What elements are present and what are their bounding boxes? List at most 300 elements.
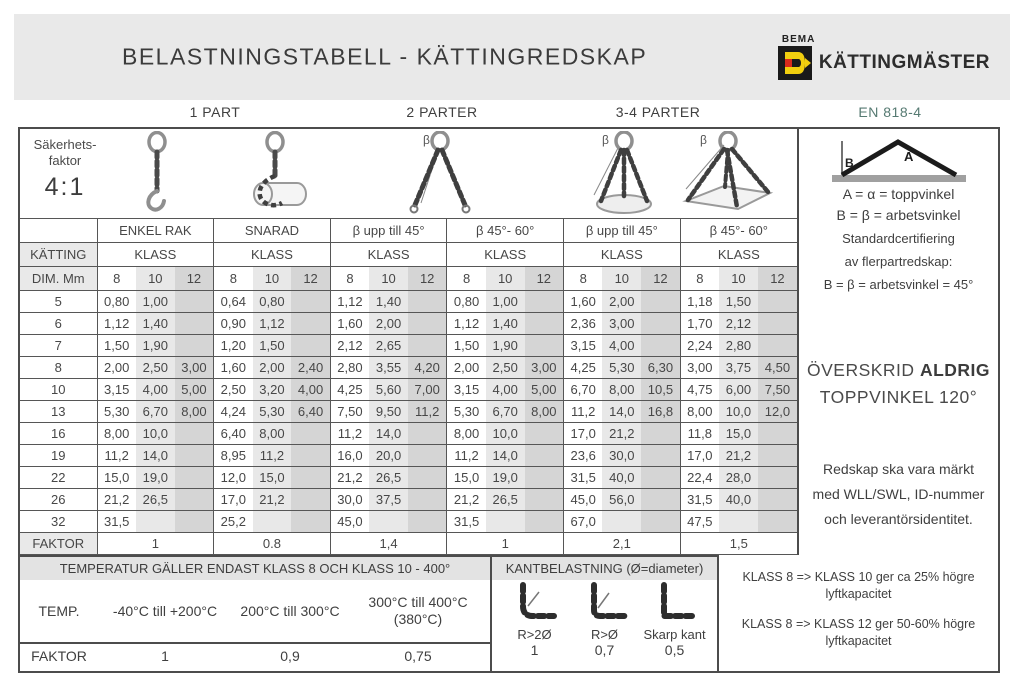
klass-col-header: 12: [175, 267, 214, 291]
table-row: [20, 291, 797, 313]
wll-value-cell: 2,65: [369, 335, 408, 357]
wll-value-cell: [758, 291, 797, 313]
wll-value-cell: 7,50: [758, 379, 797, 401]
wll-value-cell: [291, 489, 330, 511]
klass-label: KLASS: [214, 243, 331, 267]
klass-col-header: 8: [680, 267, 719, 291]
label-1-part: 1 PART: [189, 104, 241, 120]
wll-value-cell: 25,2: [214, 511, 253, 533]
group-header-enkel-rak: ENKEL RAK: [97, 219, 214, 243]
wll-value-cell: 47,5: [680, 511, 719, 533]
temp-range-1: -40°C till +200°C: [112, 603, 218, 619]
wll-value-cell: 19,0: [486, 467, 525, 489]
two-leg-sling-icon: [395, 131, 485, 217]
safety-factor: Säkerhets- faktor 4:1: [24, 137, 106, 202]
wll-value-cell: 15,0: [97, 467, 136, 489]
edge-loading-title: KANTBELASTNING (Ø=diameter): [492, 557, 717, 580]
faktor-value: 0.8: [214, 533, 331, 555]
wll-value-cell: 6,40: [214, 423, 253, 445]
logo-name-text: KÄTTINGMÄSTER: [818, 52, 990, 73]
wll-value-cell: [136, 511, 175, 533]
wll-value-cell: 2,40: [291, 357, 330, 379]
klass-header-row: [20, 243, 797, 267]
wll-value-cell: 2,50: [486, 357, 525, 379]
wll-value-cell: [525, 423, 564, 445]
wll-value-cell: [408, 489, 447, 511]
wll-value-cell: [175, 423, 214, 445]
katting-label: KÄTTING: [20, 243, 97, 267]
wll-value-cell: [408, 423, 447, 445]
wll-value-cell: 1,60: [330, 313, 369, 335]
chain-dim-cell: 32: [20, 511, 97, 533]
wll-value-cell: 1,50: [719, 291, 758, 313]
angle-legend: A = α = toppvinkel B = β = arbetsvinkel: [836, 186, 961, 223]
wll-value-cell: 5,00: [175, 379, 214, 401]
wll-value-cell: 1,40: [136, 313, 175, 335]
wll-value-cell: [175, 445, 214, 467]
wll-value-cell: 10,0: [486, 423, 525, 445]
wll-value-cell: 4,25: [564, 357, 603, 379]
wll-value-cell: [175, 489, 214, 511]
wll-value-cell: 11,8: [680, 423, 719, 445]
table-row: [20, 423, 797, 445]
edge-radius-1d-icon: [582, 582, 628, 622]
faktor-value: 1: [97, 533, 214, 555]
wll-value-cell: 1,12: [447, 313, 486, 335]
wll-value-cell: [291, 291, 330, 313]
beta-angle-label: β: [602, 133, 609, 147]
wll-value-cell: [758, 423, 797, 445]
wll-value-cell: 2,00: [447, 357, 486, 379]
wll-value-cell: 22,4: [680, 467, 719, 489]
wll-value-cell: [408, 313, 447, 335]
wll-value-cell: [291, 335, 330, 357]
table-row: [20, 335, 797, 357]
wll-value-cell: 4,24: [214, 401, 253, 423]
faktor-label: FAKTOR: [20, 533, 97, 555]
label-2-parter: 2 PARTER: [406, 104, 478, 120]
wll-value-cell: 4,20: [408, 357, 447, 379]
logo-brand-text: BEMA: [781, 34, 816, 45]
load-table: [20, 218, 797, 555]
wll-value-cell: 37,5: [369, 489, 408, 511]
klass-col-header: 10: [136, 267, 175, 291]
klass-col-header: 10: [369, 267, 408, 291]
wll-value-cell: 14,0: [486, 445, 525, 467]
beta-angle-label: β: [423, 133, 430, 147]
wll-value-cell: 6,70: [136, 401, 175, 423]
wll-value-cell: 1,70: [680, 313, 719, 335]
group-header-snarad: SNARAD: [214, 219, 331, 243]
wll-value-cell: 1,50: [447, 335, 486, 357]
temperature-table: [20, 555, 492, 671]
wll-value-cell: [758, 489, 797, 511]
chain-dim-cell: 7: [20, 335, 97, 357]
klass-12-note: KLASS 8 => KLASS 12 ger 50-60% högre lyftkapacitet: [741, 617, 976, 648]
wll-value-cell: [758, 445, 797, 467]
page-title: BELASTNINGSTABELL - KÄTTINGREDSKAP: [122, 43, 648, 70]
table-row: [20, 401, 797, 423]
wll-value-cell: 8,00: [447, 423, 486, 445]
wll-value-cell: 3,75: [719, 357, 758, 379]
wll-value-cell: 10,0: [136, 423, 175, 445]
wll-value-cell: 1,18: [680, 291, 719, 313]
wll-value-cell: 2,12: [330, 335, 369, 357]
right-info-panel: [797, 129, 998, 555]
wll-value-cell: 8,00: [253, 423, 292, 445]
wll-value-cell: [408, 335, 447, 357]
wll-value-cell: 1,60: [214, 357, 253, 379]
wll-value-cell: [758, 335, 797, 357]
wll-value-cell: [175, 291, 214, 313]
edge-item-rd: R>Ø 0,7: [570, 582, 639, 659]
label-standard-en-818-4: EN 818-4: [858, 104, 922, 120]
klass-col-header: 10: [253, 267, 292, 291]
three-leg-sling-icon: [573, 131, 670, 217]
wll-value-cell: 21,2: [719, 445, 758, 467]
four-leg-sling-icon: [670, 131, 786, 217]
wll-value-cell: 2,50: [214, 379, 253, 401]
wll-value-cell: 26,5: [369, 467, 408, 489]
wll-value-cell: 8,00: [97, 423, 136, 445]
wll-value-cell: [641, 467, 680, 489]
wll-value-cell: 12,0: [758, 401, 797, 423]
group-header-row: [20, 219, 797, 243]
main-table-box: [18, 127, 1000, 673]
wll-value-cell: 40,0: [719, 489, 758, 511]
wll-value-cell: [291, 313, 330, 335]
company-logo: [778, 34, 990, 80]
wll-value-cell: [758, 467, 797, 489]
wll-value-cell: 2,00: [602, 291, 641, 313]
wll-value-cell: 67,0: [564, 511, 603, 533]
angle-b-label: B: [844, 156, 854, 170]
wll-value-cell: [525, 489, 564, 511]
wll-value-cell: [408, 467, 447, 489]
wll-value-cell: 1,20: [214, 335, 253, 357]
edge-item-r2d: R>2Ø 1: [500, 582, 569, 659]
klass-col-header: 8: [447, 267, 486, 291]
wll-value-cell: 10,0: [719, 401, 758, 423]
wll-value-cell: 4,00: [486, 379, 525, 401]
wll-value-cell: 2,24: [680, 335, 719, 357]
group-header-34p-45-60: β 45°- 60°: [680, 219, 797, 243]
wll-value-cell: 10,5: [641, 379, 680, 401]
wll-value-cell: 4,00: [136, 379, 175, 401]
wll-value-cell: 45,0: [564, 489, 603, 511]
klass-label: KLASS: [330, 243, 447, 267]
wll-value-cell: [175, 313, 214, 335]
wll-value-cell: [719, 511, 758, 533]
klass-label: KLASS: [447, 243, 564, 267]
wll-value-cell: 23,6: [564, 445, 603, 467]
wll-value-cell: 7,50: [330, 401, 369, 423]
klass-col-header: 10: [719, 267, 758, 291]
wll-value-cell: [525, 445, 564, 467]
wll-value-cell: 5,00: [525, 379, 564, 401]
wll-value-cell: [291, 423, 330, 445]
temp-range-3: 300°C till 400°C (380°C): [368, 594, 468, 627]
wll-value-cell: 2,80: [330, 357, 369, 379]
wll-value-cell: 3,20: [253, 379, 292, 401]
wll-value-cell: 26,5: [136, 489, 175, 511]
wll-value-cell: 11,2: [253, 445, 292, 467]
klass-label: KLASS: [680, 243, 797, 267]
table-row: [20, 511, 797, 533]
wll-value-cell: 4,50: [758, 357, 797, 379]
wll-value-cell: 3,00: [680, 357, 719, 379]
edge-loading-box: [492, 555, 719, 671]
single-leg-straight-sling-icon: [134, 131, 180, 217]
wll-value-cell: [641, 423, 680, 445]
wll-value-cell: 9,50: [369, 401, 408, 423]
beta-angle-label: β: [700, 133, 707, 147]
group-header-34p-45: β upp till 45°: [564, 219, 681, 243]
wll-value-cell: 40,0: [602, 467, 641, 489]
faktor-value: 1,5: [680, 533, 797, 555]
temp-range-2: 200°C till 300°C: [240, 603, 340, 619]
wll-value-cell: 17,0: [564, 423, 603, 445]
klass-label: KLASS: [97, 243, 214, 267]
wll-value-cell: 1,40: [486, 313, 525, 335]
temp-faktor-2: 0,9: [280, 648, 300, 664]
safety-ratio: 4:1: [44, 173, 86, 201]
wll-value-cell: 1,00: [486, 291, 525, 313]
wll-value-cell: 21,2: [602, 423, 641, 445]
temperature-title: TEMPERATUR GÄLLER ENDAST KLASS 8 OCH KLASS 10 - 400°: [20, 557, 490, 580]
table-row: [20, 489, 797, 511]
klass-col-header: 8: [97, 267, 136, 291]
wll-value-cell: 3,15: [447, 379, 486, 401]
single-leg-snared-sling-icon: [235, 131, 315, 217]
table-row: [20, 313, 797, 335]
wll-value-cell: 11,2: [564, 401, 603, 423]
wll-value-cell: 1,50: [253, 335, 292, 357]
wll-value-cell: 6,30: [641, 357, 680, 379]
wll-value-cell: 4,00: [291, 379, 330, 401]
wll-value-cell: 17,0: [214, 489, 253, 511]
wll-value-cell: 2,36: [564, 313, 603, 335]
wll-value-cell: 2,50: [136, 357, 175, 379]
klass-col-header: 12: [758, 267, 797, 291]
wll-value-cell: 1,90: [486, 335, 525, 357]
wll-value-cell: [175, 511, 214, 533]
wll-value-cell: 15,0: [719, 423, 758, 445]
top-angle-warning: ÖVERSKRID ALDRIG TOPPVINKEL 120°: [806, 360, 991, 407]
wll-value-cell: 26,5: [486, 489, 525, 511]
wll-value-cell: 12,0: [214, 467, 253, 489]
wll-value-cell: 14,0: [136, 445, 175, 467]
wll-value-cell: 45,0: [330, 511, 369, 533]
chain-dim-cell: 16: [20, 423, 97, 445]
wll-value-cell: 21,2: [447, 489, 486, 511]
edge-radius-2d-icon: [511, 582, 557, 622]
wll-value-cell: 0,80: [253, 291, 292, 313]
blank-corner-cell: [20, 219, 97, 243]
chain-dim-cell: 26: [20, 489, 97, 511]
faktor-value: 1: [447, 533, 564, 555]
wll-value-cell: 1,00: [136, 291, 175, 313]
wll-value-cell: [408, 445, 447, 467]
wll-value-cell: 8,00: [602, 379, 641, 401]
wll-value-cell: [641, 489, 680, 511]
wll-value-cell: 6,40: [291, 401, 330, 423]
wll-value-cell: [408, 291, 447, 313]
wll-value-cell: 5,30: [97, 401, 136, 423]
chain-dim-cell: 19: [20, 445, 97, 467]
wll-value-cell: 2,12: [719, 313, 758, 335]
wll-value-cell: 2,80: [719, 335, 758, 357]
chain-dim-cell: 6: [20, 313, 97, 335]
wll-value-cell: 21,2: [253, 489, 292, 511]
load-table-body: [20, 291, 797, 533]
klass-col-header: 12: [408, 267, 447, 291]
wll-value-cell: 21,2: [330, 467, 369, 489]
wll-value-cell: 15,0: [447, 467, 486, 489]
wll-value-cell: 8,00: [175, 401, 214, 423]
wll-value-cell: 2,00: [369, 313, 408, 335]
table-row: [20, 357, 797, 379]
chain-dim-cell: 22: [20, 467, 97, 489]
wll-value-cell: 31,5: [564, 467, 603, 489]
wll-value-cell: [486, 511, 525, 533]
wll-value-cell: [525, 313, 564, 335]
wll-value-cell: 28,0: [719, 467, 758, 489]
wll-value-cell: 1,60: [564, 291, 603, 313]
header-band: [14, 14, 1010, 100]
wll-value-cell: 7,00: [408, 379, 447, 401]
sharp-edge-icon: [652, 582, 698, 622]
wll-value-cell: 19,0: [136, 467, 175, 489]
wll-value-cell: [291, 511, 330, 533]
chain-link-logo-icon: [778, 46, 812, 80]
wll-value-cell: 11,2: [408, 401, 447, 423]
certification-note: Standardcertifiering av flerpartredskap: B = β = arbetsvinkel = 45°: [823, 231, 974, 292]
wll-value-cell: 14,0: [369, 423, 408, 445]
wll-value-cell: 20,0: [369, 445, 408, 467]
klass-col-header: 10: [602, 267, 641, 291]
wll-value-cell: 1,12: [330, 291, 369, 313]
wll-value-cell: 2,00: [253, 357, 292, 379]
table-row: [20, 379, 797, 401]
label-3-4-parter: 3-4 PARTER: [615, 104, 701, 120]
wll-value-cell: 8,00: [680, 401, 719, 423]
wll-value-cell: 17,0: [680, 445, 719, 467]
temp-faktor-label: FAKTOR: [31, 648, 87, 664]
wll-value-cell: 1,12: [97, 313, 136, 335]
klass-col-header: 12: [291, 267, 330, 291]
wll-value-cell: 8,00: [525, 401, 564, 423]
group-header-2p-45: β upp till 45°: [330, 219, 447, 243]
wll-value-cell: 6,70: [564, 379, 603, 401]
klass-col-header: 12: [525, 267, 564, 291]
wll-value-cell: [175, 335, 214, 357]
wll-value-cell: 11,2: [447, 445, 486, 467]
wll-value-cell: [641, 291, 680, 313]
wll-value-cell: [602, 511, 641, 533]
klass-10-note: KLASS 8 => KLASS 10 ger ca 25% högre lyftkapacitet: [742, 570, 975, 601]
klass-col-header: 10: [486, 267, 525, 291]
wll-value-cell: 2,00: [97, 357, 136, 379]
wll-value-cell: 31,5: [97, 511, 136, 533]
wll-value-cell: 3,00: [175, 357, 214, 379]
wll-value-cell: [291, 445, 330, 467]
wll-value-cell: [525, 511, 564, 533]
top-angle-diagram-icon: [824, 137, 974, 183]
faktor-value: 1,4: [330, 533, 447, 555]
chain-dim-cell: 8: [20, 357, 97, 379]
wll-value-cell: [641, 313, 680, 335]
klass-label: KLASS: [564, 243, 681, 267]
wll-value-cell: [525, 291, 564, 313]
wll-value-cell: 3,55: [369, 357, 408, 379]
wll-value-cell: [525, 335, 564, 357]
edge-item-sharp: Skarp kant 0,5: [640, 582, 709, 659]
table-row: [20, 467, 797, 489]
chain-dim-cell: 10: [20, 379, 97, 401]
klass-col-header: 12: [641, 267, 680, 291]
wll-value-cell: [641, 335, 680, 357]
wll-value-cell: [641, 511, 680, 533]
wll-value-cell: [525, 467, 564, 489]
klass-col-header: 8: [564, 267, 603, 291]
wll-value-cell: 4,75: [680, 379, 719, 401]
wll-value-cell: 11,2: [97, 445, 136, 467]
wll-value-cell: 0,80: [97, 291, 136, 313]
wll-value-cell: 3,00: [602, 313, 641, 335]
temp-faktor-3: 0,75: [404, 648, 432, 664]
wll-value-cell: 31,5: [680, 489, 719, 511]
wll-value-cell: 1,90: [136, 335, 175, 357]
wll-value-cell: 11,2: [330, 423, 369, 445]
wll-value-cell: [408, 511, 447, 533]
wll-value-cell: 1,40: [369, 291, 408, 313]
wll-value-cell: 30,0: [330, 489, 369, 511]
klass-col-header: 8: [330, 267, 369, 291]
faktor-row: [20, 533, 797, 555]
chain-dim-cell: 13: [20, 401, 97, 423]
klass-upgrade-notes: [719, 555, 998, 671]
sling-pictures-row: [20, 129, 797, 218]
wll-value-cell: [641, 445, 680, 467]
wll-value-cell: [253, 511, 292, 533]
wll-value-cell: 56,0: [602, 489, 641, 511]
wll-value-cell: 4,00: [602, 335, 641, 357]
wll-value-cell: 5,30: [447, 401, 486, 423]
wll-value-cell: 16,8: [641, 401, 680, 423]
wll-value-cell: 21,2: [97, 489, 136, 511]
wll-value-cell: 1,12: [253, 313, 292, 335]
wll-value-cell: [369, 511, 408, 533]
wll-value-cell: 6,70: [486, 401, 525, 423]
wll-value-cell: [758, 511, 797, 533]
angle-a-label: A: [903, 149, 913, 164]
wll-value-cell: 3,15: [97, 379, 136, 401]
marking-requirement-note: Redskap ska vara märkt med WLL/SWL, ID-nummer och leverantörsidentitet.: [812, 461, 985, 527]
wll-value-cell: 5,30: [602, 357, 641, 379]
wll-value-cell: 5,60: [369, 379, 408, 401]
wll-value-cell: 3,15: [564, 335, 603, 357]
klass-col-header: 8: [214, 267, 253, 291]
group-header-2p-45-60: β 45°- 60°: [447, 219, 564, 243]
temp-label: TEMP.: [38, 603, 80, 619]
wll-value-cell: 4,25: [330, 379, 369, 401]
wll-value-cell: 30,0: [602, 445, 641, 467]
wll-value-cell: 8,95: [214, 445, 253, 467]
faktor-value: 2,1: [564, 533, 681, 555]
wll-value-cell: [758, 313, 797, 335]
wll-value-cell: 3,00: [525, 357, 564, 379]
